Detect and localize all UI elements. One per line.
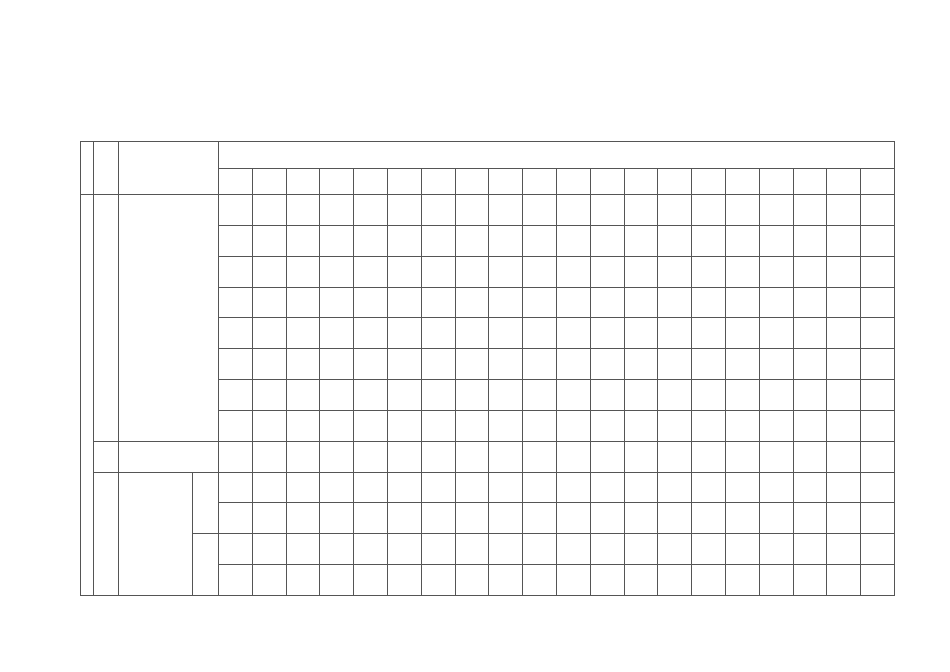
value-cell [556,410,590,441]
value-cell [320,534,354,565]
value-cell [252,472,286,503]
empty-value-cell [827,441,861,472]
value-cell [523,410,557,441]
value-cell [624,565,658,596]
table-corner-blank [81,142,94,195]
value-cell [354,410,388,441]
value-cell [354,256,388,287]
value-cell [590,534,624,565]
column-number [692,168,726,195]
value-cell [624,349,658,380]
side-label-measured-items [81,195,94,596]
value-cell [827,565,861,596]
value-cell [759,318,793,349]
value-cell [219,287,253,318]
empty-value-cell [624,441,658,472]
value-cell [692,225,726,256]
value-cell [556,565,590,596]
value-cell [286,565,320,596]
value-cell [624,410,658,441]
value-cell [827,472,861,503]
value-cell [759,349,793,380]
value-cell [556,256,590,287]
value-cell [725,380,759,411]
value-cell [387,565,421,596]
value-cell [658,256,692,287]
value-cell [489,225,523,256]
value-cell [489,410,523,441]
value-cell [523,380,557,411]
value-cell [861,256,895,287]
item-1-no [94,195,119,442]
value-cell [759,195,793,226]
empty-value-cell [658,441,692,472]
value-cell [793,318,827,349]
value-cell [252,410,286,441]
value-cell [692,380,726,411]
value-cell [455,195,489,226]
value-cell [827,256,861,287]
value-cell [793,349,827,380]
value-cell [692,287,726,318]
value-cell [219,534,253,565]
value-cell [320,410,354,441]
value-cell [793,503,827,534]
value-cell [354,534,388,565]
value-cell [252,349,286,380]
value-cell [320,225,354,256]
value-cell [354,225,388,256]
value-cell [455,256,489,287]
value-cell [489,380,523,411]
value-cell [658,565,692,596]
value-cell [219,380,253,411]
value-cell [590,195,624,226]
value-cell [354,287,388,318]
value-cell [219,318,253,349]
value-cell [658,380,692,411]
item-3-sub-length [193,472,219,534]
value-cell [793,195,827,226]
empty-value-cell [421,441,455,472]
value-cell [725,318,759,349]
column-number [219,168,253,195]
value-cell [793,287,827,318]
value-cell [354,472,388,503]
value-cell [219,503,253,534]
value-cell [387,195,421,226]
column-number [489,168,523,195]
value-cell [590,410,624,441]
empty-value-cell [692,441,726,472]
value-cell [692,534,726,565]
inspection-table [80,141,895,596]
value-cell [861,195,895,226]
value-cell [827,349,861,380]
value-cell [489,256,523,287]
value-cell [861,380,895,411]
value-cell [489,534,523,565]
value-cell [387,256,421,287]
value-cell [421,565,455,596]
column-number [320,168,354,195]
value-cell [624,503,658,534]
value-cell [590,256,624,287]
empty-value-cell [793,441,827,472]
value-cell [725,472,759,503]
value-cell [219,410,253,441]
value-cell [793,565,827,596]
column-number [523,168,557,195]
value-cell [286,287,320,318]
value-cell [827,225,861,256]
value-cell [725,287,759,318]
value-cell [624,256,658,287]
value-cell [692,503,726,534]
value-cell [624,225,658,256]
item-2-no [94,441,119,472]
value-cell [252,318,286,349]
value-cell [793,534,827,565]
value-cell [861,318,895,349]
value-cell [354,503,388,534]
value-cell [354,380,388,411]
value-cell [861,410,895,441]
value-cell [658,410,692,441]
value-cell [793,256,827,287]
value-cell [286,472,320,503]
value-cell [827,410,861,441]
value-cell [421,534,455,565]
value-cell [556,225,590,256]
empty-value-cell [286,441,320,472]
value-cell [320,380,354,411]
value-cell [624,472,658,503]
value-cell [725,410,759,441]
value-cell [320,256,354,287]
value-cell [387,287,421,318]
value-cell [455,349,489,380]
empty-value-cell [590,441,624,472]
value-cell [421,410,455,441]
value-cell [827,287,861,318]
value-cell [861,349,895,380]
value-cell [624,534,658,565]
value-cell [624,287,658,318]
value-cell [354,565,388,596]
value-cell [590,380,624,411]
value-cell [759,410,793,441]
value-cell [827,318,861,349]
value-cell [725,349,759,380]
value-cell [556,472,590,503]
value-cell [590,349,624,380]
header-check-item [119,142,219,195]
value-cell [320,349,354,380]
item-3-name [119,472,193,595]
value-cell [658,318,692,349]
item-3-sub-height [193,534,219,596]
value-cell [725,256,759,287]
value-cell [523,534,557,565]
value-cell [692,410,726,441]
value-cell [320,318,354,349]
value-cell [861,503,895,534]
value-cell [489,318,523,349]
value-cell [387,349,421,380]
value-cell [286,380,320,411]
value-cell [556,195,590,226]
value-cell [759,380,793,411]
value-cell [387,503,421,534]
value-cell [556,503,590,534]
value-cell [455,287,489,318]
value-cell [692,318,726,349]
value-cell [252,565,286,596]
value-cell [658,503,692,534]
header-item-no [94,142,119,195]
value-cell [421,318,455,349]
value-cell [354,349,388,380]
value-cell [489,349,523,380]
value-cell [725,503,759,534]
empty-value-cell [861,441,895,472]
value-cell [793,380,827,411]
value-cell [489,195,523,226]
value-cell [489,503,523,534]
value-cell [556,534,590,565]
value-cell [489,565,523,596]
column-number [624,168,658,195]
value-cell [590,318,624,349]
value-cell [658,225,692,256]
value-cell [219,472,253,503]
value-cell [658,287,692,318]
value-cell [421,195,455,226]
value-cell [219,195,253,226]
value-cell [556,318,590,349]
value-cell [556,287,590,318]
value-cell [252,256,286,287]
value-cell [523,503,557,534]
value-cell [523,287,557,318]
value-cell [421,349,455,380]
value-cell [692,472,726,503]
value-cell [827,380,861,411]
value-cell [252,380,286,411]
value-cell [455,410,489,441]
value-cell [759,565,793,596]
column-number [725,168,759,195]
value-cell [455,225,489,256]
value-cell [320,472,354,503]
column-number [861,168,895,195]
value-cell [793,472,827,503]
value-cell [759,503,793,534]
value-cell [590,472,624,503]
value-cell [590,565,624,596]
value-cell [320,195,354,226]
item-3-no [94,472,119,595]
value-cell [387,380,421,411]
empty-value-cell [759,441,793,472]
value-cell [455,503,489,534]
value-cell [286,256,320,287]
value-cell [286,225,320,256]
column-number [590,168,624,195]
value-cell [624,318,658,349]
value-cell [320,565,354,596]
value-cell [556,380,590,411]
value-cell [523,195,557,226]
value-cell [861,565,895,596]
empty-value-cell [725,441,759,472]
value-cell [354,318,388,349]
value-cell [455,318,489,349]
value-cell [759,256,793,287]
value-cell [725,225,759,256]
value-cell [286,534,320,565]
value-cell [387,472,421,503]
value-cell [252,287,286,318]
value-cell [725,534,759,565]
value-cell [219,225,253,256]
value-cell [827,195,861,226]
value-cell [759,225,793,256]
column-number [658,168,692,195]
value-cell [523,349,557,380]
value-cell [523,225,557,256]
value-cell [590,287,624,318]
value-cell [455,380,489,411]
value-cell [219,565,253,596]
value-cell [286,503,320,534]
empty-value-cell [455,441,489,472]
value-cell [421,503,455,534]
header-measured-values [219,142,895,169]
value-cell [387,318,421,349]
value-cell [523,318,557,349]
value-cell [556,349,590,380]
value-cell [320,287,354,318]
value-cell [286,195,320,226]
empty-value-cell [489,441,523,472]
value-cell [658,195,692,226]
value-cell [658,472,692,503]
value-cell [455,472,489,503]
value-cell [286,318,320,349]
value-cell [421,287,455,318]
value-cell [692,565,726,596]
column-number [387,168,421,195]
column-number [759,168,793,195]
value-cell [523,565,557,596]
column-number [793,168,827,195]
value-cell [252,503,286,534]
value-cell [489,287,523,318]
value-cell [759,534,793,565]
value-cell [219,256,253,287]
value-cell [421,225,455,256]
value-cell [861,534,895,565]
value-cell [354,195,388,226]
value-cell [861,225,895,256]
value-cell [489,472,523,503]
value-cell [252,534,286,565]
value-cell [827,534,861,565]
column-number [354,168,388,195]
column-number [455,168,489,195]
empty-value-cell [252,441,286,472]
value-cell [387,225,421,256]
value-cell [252,225,286,256]
value-cell [455,534,489,565]
item-1-name [119,195,219,442]
column-number [827,168,861,195]
empty-value-cell [354,441,388,472]
empty-value-cell [556,441,590,472]
value-cell [387,410,421,441]
value-cell [793,225,827,256]
empty-value-cell [219,441,253,472]
value-cell [725,195,759,226]
value-cell [455,565,489,596]
value-cell [692,256,726,287]
value-cell [286,349,320,380]
value-cell [793,410,827,441]
column-number [556,168,590,195]
item-2-name [119,441,219,472]
value-cell [624,195,658,226]
value-cell [692,349,726,380]
value-cell [827,503,861,534]
value-cell [590,503,624,534]
value-cell [523,256,557,287]
value-cell [725,565,759,596]
value-cell [658,349,692,380]
column-number [252,168,286,195]
value-cell [624,380,658,411]
value-cell [421,472,455,503]
value-cell [320,503,354,534]
value-cell [286,410,320,441]
value-cell [861,287,895,318]
value-cell [387,534,421,565]
value-cell [421,380,455,411]
value-cell [759,472,793,503]
value-cell [590,225,624,256]
empty-value-cell [320,441,354,472]
column-number [421,168,455,195]
column-number [286,168,320,195]
value-cell [421,256,455,287]
value-cell [692,195,726,226]
value-cell [219,349,253,380]
value-cell [252,195,286,226]
value-cell [658,534,692,565]
empty-value-cell [523,441,557,472]
value-cell [759,287,793,318]
value-cell [523,472,557,503]
value-cell [861,472,895,503]
empty-value-cell [387,441,421,472]
